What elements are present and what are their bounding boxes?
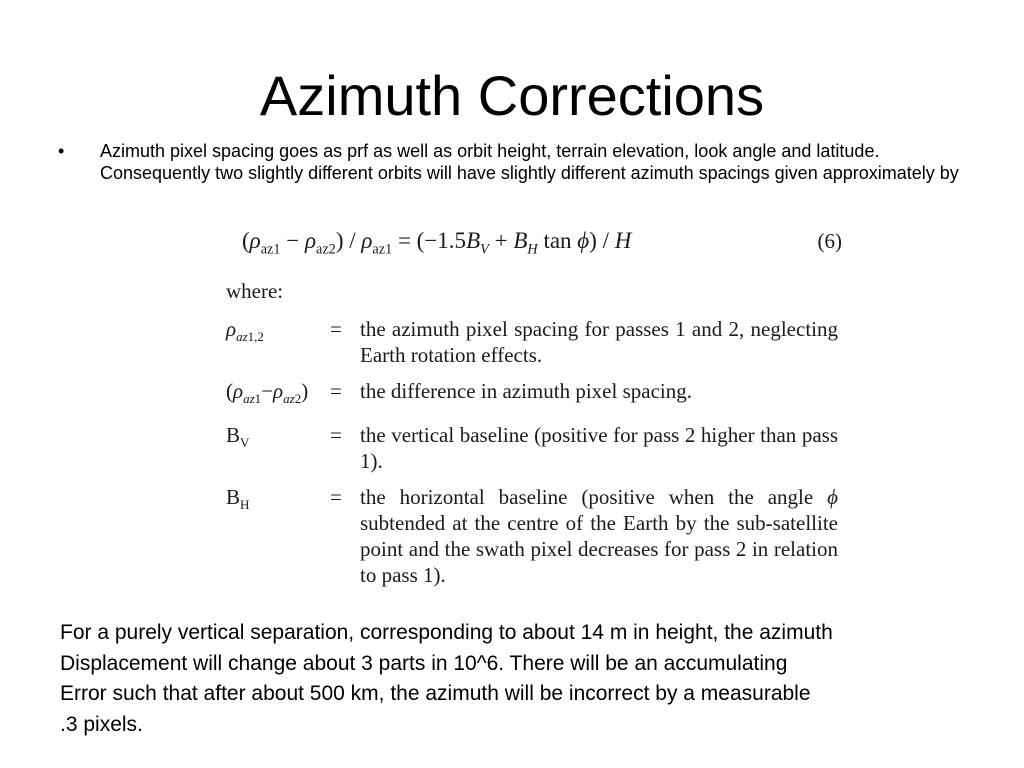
definition-rho-difference	[226, 378, 842, 412]
symbol-rho-az12: $\rho_{az1,2}$	[226, 317, 264, 345]
bullet-marker: •	[58, 141, 65, 161]
slide-title: Azimuth Corrections	[259, 64, 765, 127]
explanation-paragraph	[60, 618, 1010, 740]
equals-sign: =	[330, 317, 342, 341]
definition-text: the horizontal baseline (positive when the angle ϕ subtended at the centre of the Earth by the sub-satellite point and the swath pixel decreases for pass 2 in relation to pass 1).	[360, 485, 838, 588]
symbol-bv: $B_V$	[226, 423, 250, 451]
equals-sign: =	[330, 379, 342, 403]
paragraph-line: For a purely vertical separation, corresponding to about 14 m in height, the azimuth	[60, 621, 833, 644]
definition-rho	[226, 316, 842, 368]
paragraph-line: Error such that after about 500 km, the azimuth will be incorrect by a measurable	[60, 682, 811, 705]
definition-bh	[226, 484, 842, 588]
definition-text: the azimuth pixel spacing for passes 1 and 2, neglecting Earth rotation effects.	[360, 317, 838, 367]
definition-text-part: subtended at the centre of the Earth by the sub-satellite point and the swath pixel decreases for pass 2 in relation to pass 1).	[360, 511, 838, 588]
definition-list	[226, 316, 842, 598]
paragraph-line: Displacement will change about 3 parts in 10^6. There will be an accumulating	[60, 651, 788, 675]
definition-text: the vertical baseline (positive for pass 2 higher than pass 1).	[360, 423, 838, 474]
symbol-bh: $B_H$	[226, 485, 250, 513]
where-label: where:	[226, 279, 284, 303]
equation-row	[242, 222, 842, 262]
symbol-rho-difference: $(\rho_{az1}-\rho_{az2})$	[226, 379, 309, 407]
definition-text: the difference in azimuth pixel spacing.	[360, 379, 692, 403]
paragraph-line: .3 pixels.	[60, 712, 143, 736]
equation-number: (6)	[817, 229, 842, 253]
equals-sign: =	[330, 485, 342, 510]
definition-bv	[226, 422, 842, 474]
bullet-text: Azimuth pixel spacing goes as prf as well as orbit height, terrain elevation, look angle and latitude. Consequently two slightly different orbits will have slightly different azimuth spacings given approximately by	[100, 141, 959, 183]
equals-sign: =	[330, 423, 342, 448]
definition-text-part: the horizontal baseline (positive when the angle	[360, 485, 814, 510]
equation-6: $(\rho_{az1} - \rho_{az2}) / \rho_{az1} = (-1.5B_V + B_H$ tan ϕ) / H	[242, 228, 632, 258]
equation-figure	[222, 222, 842, 602]
